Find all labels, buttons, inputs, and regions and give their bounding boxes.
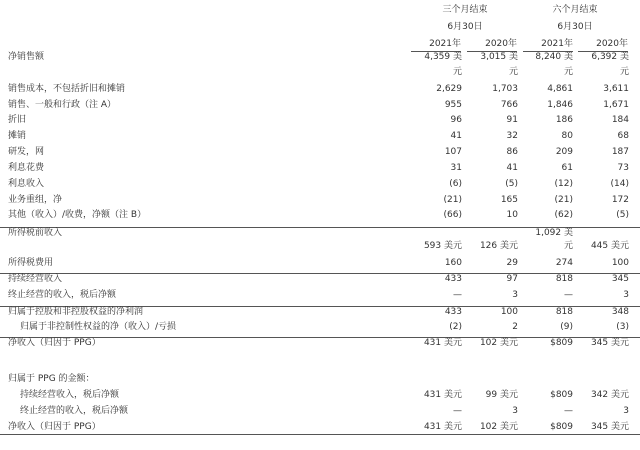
cell-h2021: 元 (563, 67, 573, 77)
table-row (0, 147, 640, 159)
row-label: 持续经营收入 (8, 274, 63, 284)
table-row (0, 374, 640, 386)
cell-q2021: 431 美元 (423, 422, 462, 432)
cell-h2020: (14) (610, 179, 629, 189)
cell-h2020: 184 (611, 115, 629, 125)
cell-q2021: 4,359 美 (424, 52, 462, 62)
cell-q2020: 100 (500, 307, 518, 317)
cell-h2020: 345 美元 (590, 422, 629, 432)
cell-h2020: (3) (616, 322, 629, 332)
cell-h2021: 元 (563, 241, 573, 251)
cell-q2020: 126 美元 (479, 241, 518, 251)
three-months-header: 三个月结束 (442, 5, 488, 15)
cell-h2021: — (564, 290, 573, 300)
cell-q2021: (2) (449, 322, 462, 332)
cell-h2021: 61 (561, 163, 573, 173)
table-row (0, 273, 640, 286)
cell-q2020: 3,015 美 (480, 52, 518, 62)
table-row (0, 131, 640, 143)
cell-q2021: 955 (444, 100, 462, 110)
cell-q2020: 3 (512, 406, 518, 416)
cell-q2021: 元 (452, 67, 462, 77)
row-label: 归属于非控制性权益的净（收入）/亏损 (20, 322, 177, 332)
cell-q2020: 99 美元 (485, 390, 518, 400)
cell-q2020: 102 美元 (479, 338, 518, 348)
cell-q2020: 2 (512, 322, 518, 332)
cell-h2020: 73 (617, 163, 629, 173)
table-row (0, 390, 640, 402)
row-label: 摊销 (8, 131, 27, 141)
row-label: 研发，网 (8, 147, 45, 157)
table-row (0, 52, 640, 64)
cell-h2021: $809 (550, 338, 573, 348)
cell-q2021: 593 美元 (423, 241, 462, 251)
table-row (0, 67, 640, 79)
cell-h2020: 342 美元 (590, 390, 629, 400)
cell-q2021: 41 (450, 131, 462, 141)
cell-q2020: 41 (506, 163, 518, 173)
cell-h2020: 187 (611, 147, 629, 157)
cell-h2020: 345 美元 (590, 338, 629, 348)
row-label: 销售成本，不包括折旧和摊销 (8, 84, 126, 94)
cell-h2021: 80 (561, 131, 573, 141)
table-row (0, 84, 640, 96)
cell-q2021: 160 (444, 258, 462, 268)
cell-h2020: 6,392 美 (591, 52, 629, 62)
cell-q2021: — (453, 290, 462, 300)
table-row (0, 227, 640, 240)
three-months-date: 6月30日 (447, 22, 483, 32)
table-row (0, 337, 640, 350)
cell-q2020: 102 美元 (479, 422, 518, 432)
year-header-h-2020: 2020年 (578, 40, 628, 52)
table-row (0, 195, 640, 207)
cell-h2020: (5) (616, 210, 629, 220)
cell-q2021: 96 (450, 115, 462, 125)
row-label: 归属于控股和非控股权益的净利润 (8, 307, 144, 317)
cell-q2020: 29 (506, 258, 518, 268)
row-label: 终止经营的收入，税后净额 (20, 406, 129, 416)
row-label: 净收入（归因于 PPG） (8, 422, 101, 432)
cell-h2021: 1,092 美 (535, 228, 573, 238)
table-row (0, 115, 640, 127)
cell-q2020: 766 (500, 100, 518, 110)
cell-h2020: 348 (611, 307, 629, 317)
year-header-q-2020: 2020年 (467, 40, 517, 52)
cell-h2020: 3 (623, 290, 629, 300)
cell-h2021: 209 (555, 147, 573, 157)
cell-h2021: 8,240 美 (535, 52, 573, 62)
cell-q2021: 431 美元 (423, 338, 462, 348)
cell-q2021: 31 (450, 163, 462, 173)
cell-q2020: 97 (506, 274, 518, 284)
cell-q2020: 元 (508, 67, 518, 77)
table-row (0, 163, 640, 175)
row-label: 所得税费用 (8, 258, 54, 268)
cell-h2021: 818 (555, 274, 573, 284)
cell-q2021: 431 美元 (423, 390, 462, 400)
year-header-h-2021: 2021年 (523, 40, 573, 52)
row-label: 归属于 PPG 的金额： (8, 374, 95, 384)
cell-h2020: 1,671 (603, 100, 629, 110)
cell-h2021: (12) (554, 179, 573, 189)
cell-h2021: 818 (555, 307, 573, 317)
row-label: 折旧 (8, 115, 27, 125)
row-label: 销售、一般和行政（注 A） (8, 100, 117, 110)
cell-h2021: $809 (550, 390, 573, 400)
six-months-date: 6月30日 (557, 22, 593, 32)
cell-h2021: — (564, 406, 573, 416)
cell-q2020: 32 (506, 131, 518, 141)
table-row (0, 241, 640, 253)
table-row (0, 210, 640, 222)
row-label: 利息收入 (8, 179, 45, 189)
cell-q2021: (66) (443, 210, 462, 220)
table-row (0, 290, 640, 302)
year-header-q-2021: 2021年 (411, 40, 461, 52)
cell-q2020: 3 (512, 290, 518, 300)
row-label: 持续经营收入，税后净额 (20, 390, 120, 400)
cell-h2021: 186 (555, 115, 573, 125)
cell-h2020: 3,611 (603, 84, 629, 94)
cell-h2020: 元 (619, 67, 629, 77)
cell-q2021: — (453, 406, 462, 416)
table-row (0, 179, 640, 191)
cell-h2020: 345 (611, 274, 629, 284)
cell-h2021: 4,861 (547, 84, 573, 94)
cell-h2021: (62) (554, 210, 573, 220)
cell-q2020: 1,703 (492, 84, 518, 94)
cell-q2021: 433 (444, 307, 462, 317)
cell-q2020: 10 (506, 210, 518, 220)
cell-h2020: 68 (617, 131, 629, 141)
row-label: 利息花费 (8, 163, 45, 173)
cell-h2020: 3 (623, 406, 629, 416)
cell-h2020: 445 美元 (590, 241, 629, 251)
row-label: 终止经营的收入，税后净额 (8, 290, 117, 300)
table-row (0, 100, 640, 112)
row-label: 其他（收入）/收费，净额（注 B） (8, 210, 147, 220)
row-label: 所得税前收入 (8, 228, 63, 238)
row-label: 净收入（归因于 PPG） (8, 338, 101, 348)
row-label: 净销售额 (8, 52, 45, 62)
cell-q2020: 86 (506, 147, 518, 157)
cell-h2021: 1,846 (547, 100, 573, 110)
cell-q2021: 107 (444, 147, 462, 157)
cell-q2021: (6) (449, 179, 462, 189)
table-row (0, 322, 640, 334)
cell-h2021: $809 (550, 422, 573, 432)
table-row (0, 406, 640, 418)
cell-h2020: 172 (611, 195, 629, 205)
cell-q2020: (5) (505, 179, 518, 189)
cell-h2021: (9) (560, 322, 573, 332)
cell-q2021: 2,629 (436, 84, 462, 94)
table-row (0, 306, 640, 319)
table-row (0, 422, 640, 435)
cell-q2020: 91 (506, 115, 518, 125)
cell-q2021: (21) (443, 195, 462, 205)
cell-h2020: 100 (611, 258, 629, 268)
cell-h2021: (21) (554, 195, 573, 205)
cell-q2021: 433 (444, 274, 462, 284)
six-months-header: 六个月结束 (552, 5, 598, 15)
table-row (0, 258, 640, 270)
cell-h2021: 274 (555, 258, 573, 268)
row-label: 业务重组，净 (8, 195, 63, 205)
cell-q2020: 165 (500, 195, 518, 205)
